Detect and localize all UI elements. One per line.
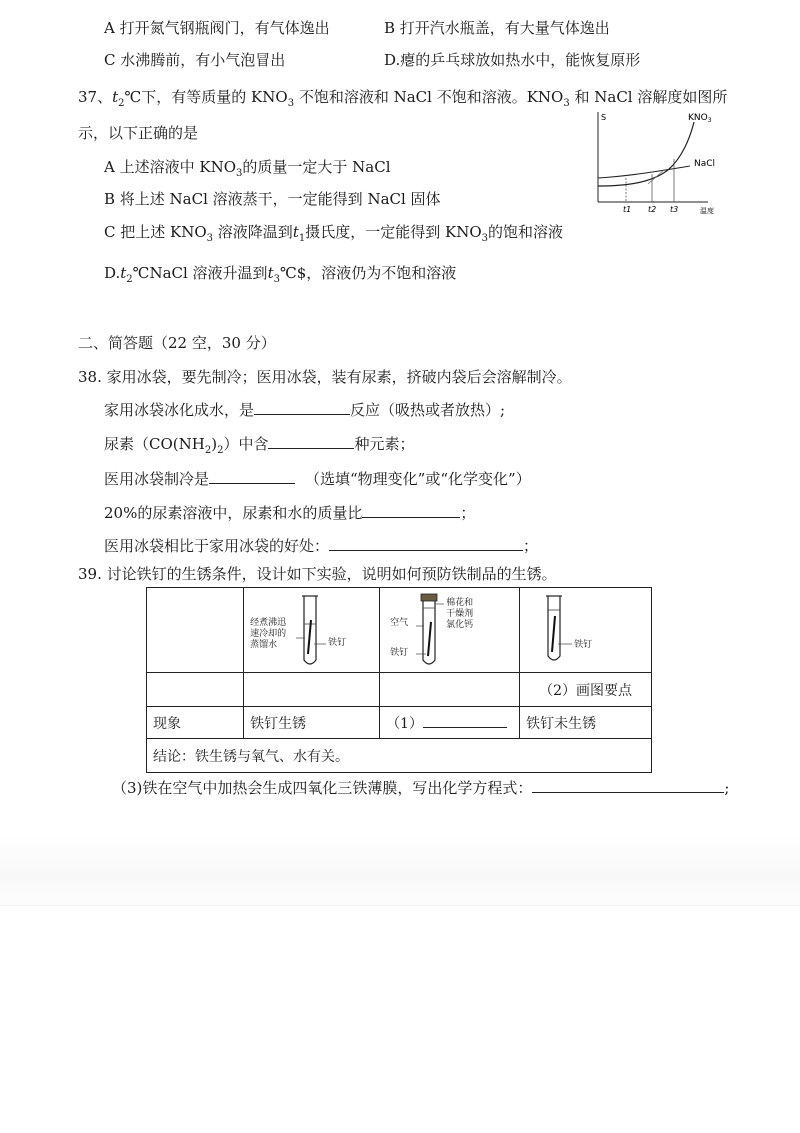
chart-series-nacl	[598, 166, 690, 178]
q38-line2-b: )	[211, 435, 218, 453]
q38-line5	[104, 535, 538, 556]
q38-line2-d: 种元素；	[354, 435, 415, 453]
table-row-tubes	[147, 588, 652, 673]
tube1-label: 经煮沸迅速冷却的蒸馏水	[250, 618, 287, 650]
q38-line2	[104, 433, 414, 456]
chart-ylabel: S	[601, 113, 607, 122]
table-cell-obs3: 铁钉未生锈	[520, 707, 652, 739]
tube2-air-label: 空气	[390, 618, 409, 628]
q37-temp-symbol: t	[112, 88, 119, 106]
table-row-conclusion	[147, 739, 652, 773]
q37-option-d-t2-sub: 3	[273, 274, 280, 285]
q38-line4	[104, 502, 475, 523]
q37-option-d-text: ℃NaCl 溶液升温到	[132, 264, 268, 282]
q38-blank-4[interactable]	[362, 502, 460, 518]
q38-line2-c: ）中含	[223, 435, 269, 453]
chart-tick-t3: t3	[670, 205, 679, 214]
q37-option-a	[104, 156, 391, 179]
table-cell-obs2	[380, 707, 520, 739]
q37-option-c-text4: 的饱和溶液	[488, 223, 564, 241]
q37-option-a-text2: 的质量一定大于 NaCl	[242, 158, 391, 176]
q39-part3-end: ;	[724, 779, 730, 797]
solubility-chart	[590, 108, 725, 218]
table-row-observation	[147, 707, 652, 739]
q37-option-b: B 将上述 NaCl 溶液蒸干，一定能得到 NaCl 固体	[104, 190, 441, 208]
q38-line4-a: 20%的尿素溶液中，尿素和水的质量比	[104, 504, 363, 522]
tube1-nail-label: 铁钉	[328, 638, 347, 648]
q37-stem-a: ℃下，有等质量的 KNO	[124, 88, 288, 106]
q37-option-c-text3: 摄氏度，一定能得到 KNO	[305, 223, 482, 241]
q39-blank-1[interactable]	[423, 712, 507, 728]
q38-line5-b: ；	[523, 537, 539, 555]
q37-option-c-sub: 3	[206, 233, 214, 244]
q37-option-d-text3: ℃$，溶液仍为不饱和溶液	[279, 264, 457, 282]
q38-stem: 38. 家用冰袋，要先制冷；医用冰袋，装有尿素，挤破内袋后会溶解制冷。	[78, 368, 572, 386]
q37-temp-sub: 2	[118, 98, 125, 109]
q39-blank-equation[interactable]	[532, 777, 724, 793]
table-cell-row-label: 现象	[147, 707, 244, 739]
chart-tick-t1: t1	[623, 205, 632, 214]
q38-line4-b: ；	[460, 504, 476, 522]
q37-option-d	[104, 262, 456, 285]
chart-label-nacl: NaCl	[694, 159, 716, 169]
chart-xlabel: 温度	[700, 207, 714, 215]
q39-part3	[112, 777, 729, 798]
q37-sub-3a: 3	[287, 98, 295, 109]
obs2-label: （1）	[386, 716, 423, 732]
tube3-cell	[520, 588, 652, 673]
q38-line1	[104, 399, 505, 420]
q37-sub-3b: 3	[563, 98, 570, 109]
q37-stem-line2: 示，以下正确的是	[78, 124, 199, 142]
q38-line2-a: 尿素（CO(NH	[104, 435, 205, 453]
q38-blank-3[interactable]	[209, 468, 295, 484]
scan-bottom-blank	[0, 905, 800, 1133]
q36-option-d: D.瘪的乒乓球放如热水中，能恢复原形	[384, 51, 641, 69]
q38-line2-sub2: 2	[217, 445, 224, 456]
q38-line3-b: （选填“物理变化”或“化学变化”）	[305, 470, 531, 488]
q37-stem-b: 不饱和溶液和 NaCl 不饱和溶液。KNO	[294, 88, 564, 106]
test-tube-stoppered-icon	[416, 592, 446, 670]
q38-line3	[104, 468, 531, 489]
q38-line1-b: 反应（吸热或者放热）;	[350, 401, 506, 419]
q37-option-c-t: t	[292, 223, 299, 241]
chart-tick-t2: t2	[648, 205, 657, 214]
scan-fade	[0, 835, 800, 905]
section2-title: 二、简答题（22 空，30 分）	[78, 334, 276, 352]
q37-option-c-sub2: 3	[481, 233, 488, 244]
table-cell-blank-a	[147, 673, 244, 707]
tube3-nail-label: 铁钉	[574, 640, 593, 650]
q37-option-c-text2: 溶液降温到	[213, 223, 293, 241]
q37-stem-line1	[78, 86, 727, 109]
tube2-cotton-label: 棉花和干燥剂氯化钙	[446, 598, 474, 630]
q38-line5-a: 医用冰袋相比于家用冰袋的好处：	[104, 537, 330, 555]
q39-experiment-table	[146, 587, 652, 773]
table-cell-draw-hint: （2）画图要点	[520, 673, 652, 707]
q37-option-d-t2: t	[267, 264, 274, 282]
q37-option-c	[104, 221, 563, 244]
q37-option-c-text: C 把上述 KNO	[104, 223, 207, 241]
q37-option-c-t-sub: 1	[298, 233, 306, 244]
q38-line3-a: 医用冰袋制冷是	[104, 470, 210, 488]
q39-part3-text: （3)铁在空气中加热会生成四氧化三铁薄膜，写出化学方程式：	[112, 779, 533, 797]
tube2-nail-label: 铁钉	[390, 648, 409, 658]
table-cell-empty	[147, 588, 244, 673]
table-row-drawing	[147, 673, 652, 707]
table-cell-blank-b	[244, 673, 380, 707]
test-tube-icon-3	[538, 594, 578, 670]
test-tube-icon	[296, 594, 336, 670]
q36-option-c: C 水沸腾前，有小气泡冒出	[104, 51, 286, 69]
q36-option-a: A 打开氮气钢瓶阀门，有气体逸出	[104, 19, 330, 37]
q37-option-d-prefix: D.	[104, 264, 121, 282]
q36-option-b: B 打开汽水瓶盖，有大量气体逸出	[384, 19, 610, 37]
q37-stem-c: 和 NaCl 溶解度如图所	[569, 88, 728, 106]
q38-blank-1[interactable]	[254, 399, 350, 415]
table-cell-obs1: 铁钉生锈	[244, 707, 380, 739]
q37-option-a-sub: 3	[236, 168, 243, 179]
q38-blank-5[interactable]	[329, 535, 523, 551]
q38-line1-a: 家用冰袋冰化成水，是	[104, 401, 255, 419]
table-cell-conclusion: 结论：铁生锈与氧气、水有关。	[147, 739, 652, 773]
q37-option-d-t: t	[120, 264, 127, 282]
tube1-cell	[244, 588, 380, 673]
q38-line2-sub: 2	[204, 445, 212, 456]
tube2-cell	[380, 588, 520, 673]
q39-stem: 39. 讨论铁钉的生锈条件，设计如下实验，说明如何预防铁制品的生锈。	[78, 565, 557, 583]
q37-option-a-text: A 上述溶液中 KNO	[104, 158, 236, 176]
q37-number: 37、	[78, 88, 113, 106]
q38-blank-2[interactable]	[268, 433, 354, 449]
chart-label-kno3: $KNO_3$	[688, 113, 712, 124]
q37-option-d-t-sub: 2	[126, 274, 133, 285]
table-cell-blank-c	[380, 673, 520, 707]
